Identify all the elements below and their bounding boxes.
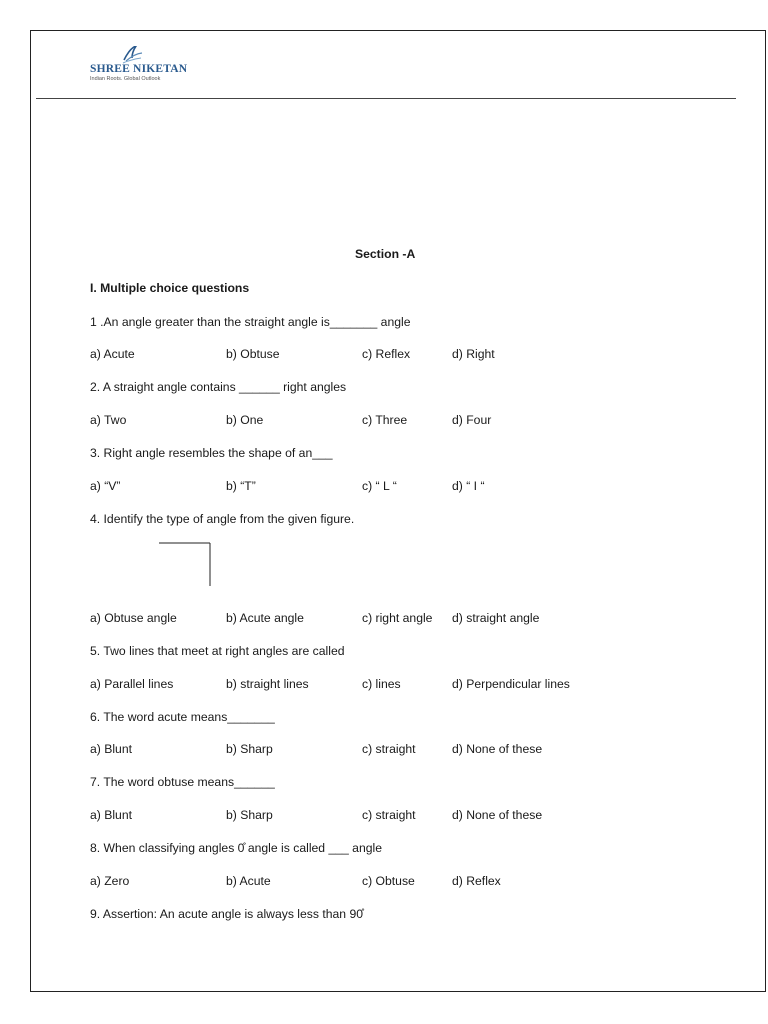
option-a: a) Acute xyxy=(90,347,135,361)
option-b: b) One xyxy=(226,413,264,427)
question-text: 5. Two lines that meet at right angles are called xyxy=(90,644,345,658)
section-title: Section -A xyxy=(355,247,416,261)
option-a: a) Blunt xyxy=(90,808,133,822)
option-a: a) Two xyxy=(90,413,127,427)
question-text: 9. Assertion: An acute angle is always less than 90̊ xyxy=(90,907,364,921)
question-text: 3. Right angle resembles the shape of an___ xyxy=(90,446,333,460)
option-c: c) straight xyxy=(362,808,416,822)
question-text: 1 .An angle greater than the straight angle is_______ angle xyxy=(90,315,411,329)
option-b: b) Acute xyxy=(226,874,271,888)
option-b: b) “T” xyxy=(226,479,256,493)
option-c: c) straight xyxy=(362,742,416,756)
school-name: SHREE NIKETAN xyxy=(90,63,188,75)
option-a: a) Obtuse angle xyxy=(90,611,177,625)
part-title: I. Multiple choice questions xyxy=(90,281,250,295)
question-text: 4. Identify the type of angle from the given figure. xyxy=(90,512,355,526)
right-angle-figure xyxy=(156,537,216,589)
option-d: d) Four xyxy=(452,413,492,427)
option-d: d) straight angle xyxy=(452,611,540,625)
option-c: c) right angle xyxy=(362,611,433,625)
option-d: d) “ I “ xyxy=(452,479,485,493)
option-a: a) “V” xyxy=(90,479,121,493)
option-d: d) Reflex xyxy=(452,874,501,888)
question-text: 8. When classifying angles 0̊ angle is called ___ angle xyxy=(90,841,383,855)
option-a: a) Parallel lines xyxy=(90,677,174,691)
option-c: c) Reflex xyxy=(362,347,411,361)
option-b: b) Obtuse xyxy=(226,347,280,361)
option-a: a) Blunt xyxy=(90,742,133,756)
option-a: a) Zero xyxy=(90,874,130,888)
question-text: 6. The word acute means_______ xyxy=(90,710,275,724)
option-d: d) None of these xyxy=(452,808,543,822)
header-divider xyxy=(36,98,736,99)
option-c: c) Obtuse xyxy=(362,874,415,888)
option-b: b) straight lines xyxy=(226,677,309,691)
option-d: d) Perpendicular lines xyxy=(452,677,570,691)
option-b: b) Sharp xyxy=(226,742,273,756)
option-c: c) Three xyxy=(362,413,408,427)
school-logo xyxy=(90,46,230,86)
question-text: 2. A straight angle contains ______ right angles xyxy=(90,380,347,394)
option-b: b) Sharp xyxy=(226,808,273,822)
option-c: c) lines xyxy=(362,677,401,691)
option-b: b) Acute angle xyxy=(226,611,304,625)
option-d: d) Right xyxy=(452,347,495,361)
school-tagline: Indian Roots. Global Outlook xyxy=(90,76,161,82)
option-d: d) None of these xyxy=(452,742,543,756)
question-text: 7. The word obtuse means______ xyxy=(90,775,275,789)
option-c: c) “ L “ xyxy=(362,479,397,493)
bird-logo-icon xyxy=(120,46,144,64)
